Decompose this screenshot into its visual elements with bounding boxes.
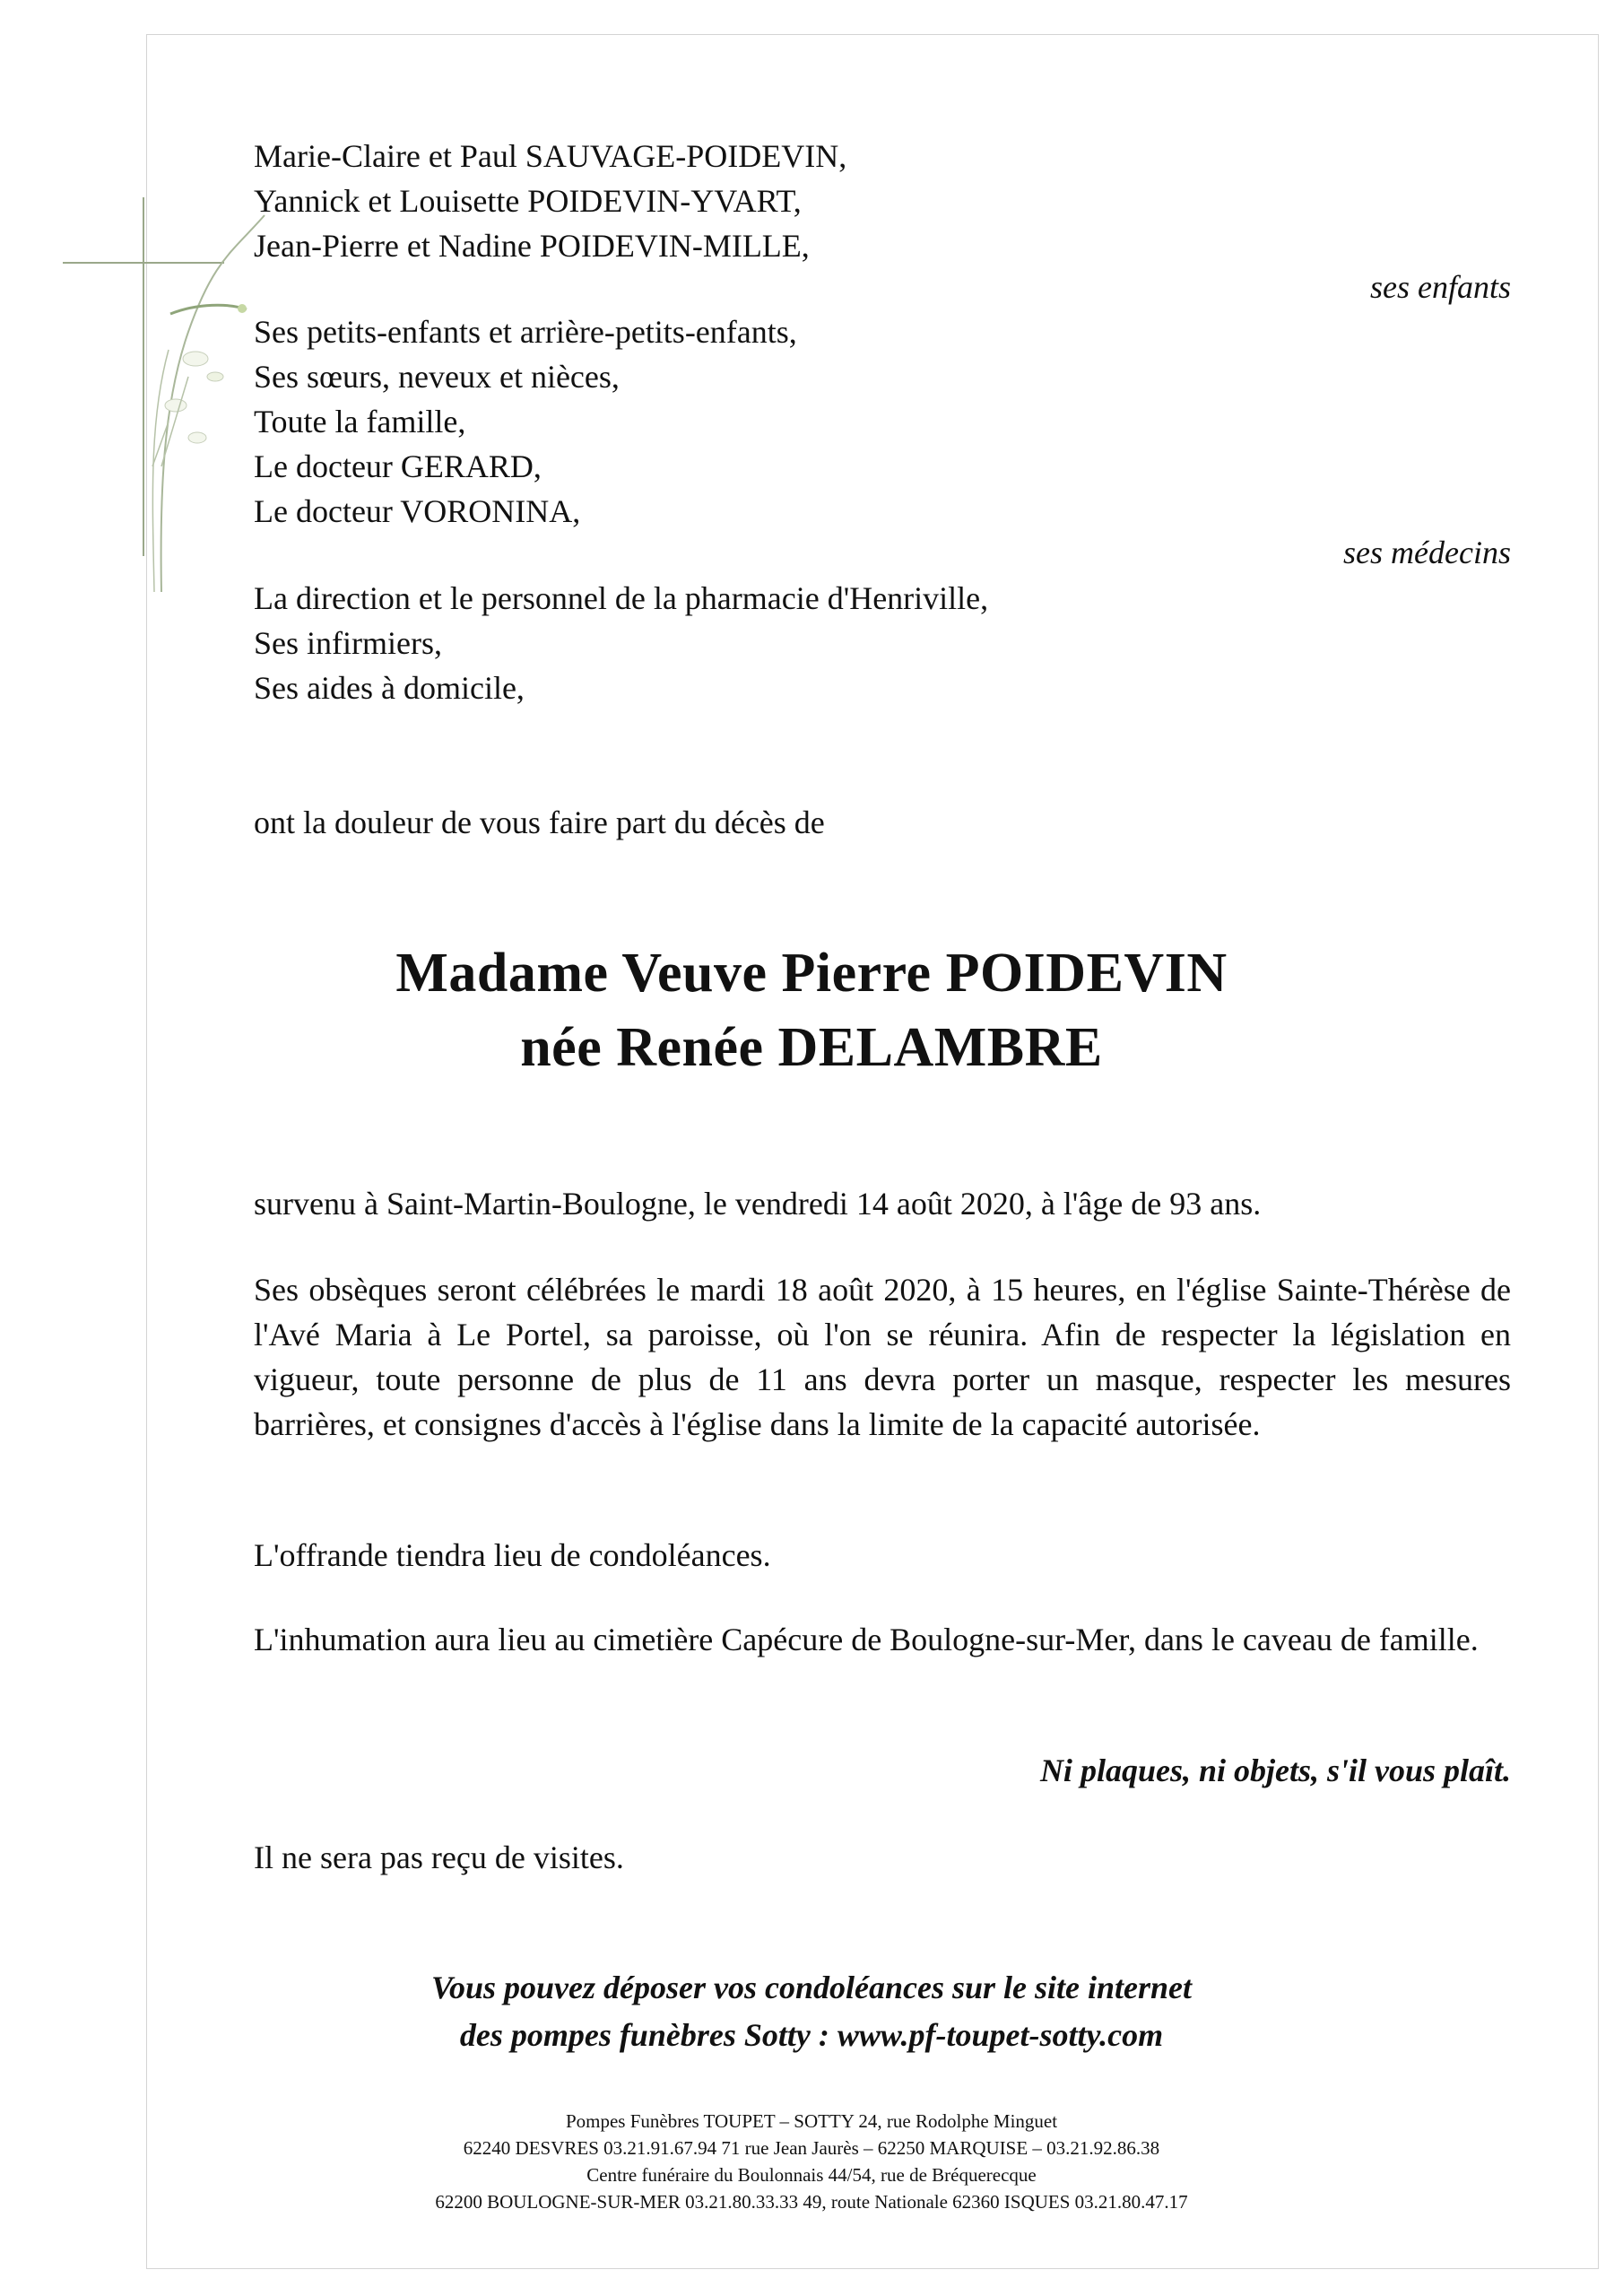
relative-line: Le docteur VORONINA, bbox=[254, 493, 581, 529]
deceased-name: Madame Veuve Pierre POIDEVIN bbox=[395, 943, 1228, 1004]
care-line: La direction et le personnel de la pharmacie d'Henriville, bbox=[254, 580, 989, 616]
footer-line: Centre funéraire du Boulonnais 44/54, rue de Bréquerecque bbox=[586, 2164, 1037, 2186]
relative-line: Ses sœurs, neveux et nièces, bbox=[254, 359, 620, 395]
footer-line: 62240 DESVRES 03.21.91.67.94 71 rue Jean Jaurès – 62250 MARQUISE – 03.21.92.86.38 bbox=[463, 2137, 1160, 2159]
children-label: ses enfants bbox=[1370, 269, 1511, 305]
relative-line: Le docteur GERARD, bbox=[254, 448, 542, 484]
death-notice: survenu à Saint-Martin-Boulogne, le vendredi 14 août 2020, à l'âge de 93 ans. bbox=[254, 1186, 1262, 1222]
footer-line: 62200 BOULOGNE-SUR-MER 03.21.80.33.33 49, route Nationale 62360 ISQUES 03.21.80.47.17 bbox=[435, 2191, 1188, 2213]
funeral-paragraph: Ses obsèques seront célébrées le mardi 18 août 2020, à 15 heures, en l'église Sainte-Thérèse de l'Avé Maria à Le Portel, sa paroisse, où l'on se réunira. Afin de respecter la législation en vigueur, toute personne de plus de 11 ans devra porter un masque, respecter les mesures barrières, et consignes d'accès à l'église dans la limite de la capacité autorisée. bbox=[254, 1272, 1511, 1442]
child-line: Jean-Pierre et Nadine POIDEVIN-MILLE, bbox=[254, 228, 810, 264]
condolences-line: des pompes funèbres Sotty : www.pf-toupet-sotty.com bbox=[459, 2017, 1164, 2053]
footer-line: Pompes Funèbres TOUPET – SOTTY 24, rue Rodolphe Minguet bbox=[565, 2110, 1058, 2132]
child-line: Marie-Claire et Paul SAUVAGE-POIDEVIN, bbox=[254, 138, 847, 174]
offering-text: L'offrande tiendra lieu de condoléances. bbox=[254, 1537, 771, 1573]
no-plaques-note: Ni plaques, ni objets, s'il vous plaît. bbox=[1039, 1752, 1511, 1788]
relative-line: Toute la famille, bbox=[254, 404, 466, 439]
doctors-label: ses médecins bbox=[1343, 535, 1511, 570]
intro-text: ont la douleur de vous faire part du décès de bbox=[254, 804, 825, 840]
no-visits-note: Il ne sera pas reçu de visites. bbox=[254, 1839, 624, 1875]
child-line: Yannick et Louisette POIDEVIN-YVART, bbox=[254, 183, 802, 219]
condolences-line: Vous pouvez déposer vos condoléances sur le site internet bbox=[430, 1970, 1192, 2005]
relative-line: Ses petits-enfants et arrière-petits-enfants, bbox=[254, 314, 797, 350]
care-line: Ses infirmiers, bbox=[254, 625, 442, 661]
burial-paragraph: L'inhumation aura lieu au cimetière Capécure de Boulogne-sur-Mer, dans le caveau de famille. bbox=[254, 1622, 1479, 1657]
cross-with-lily-icon bbox=[63, 197, 269, 592]
deceased-birth-name: née Renée DELAMBRE bbox=[520, 1017, 1103, 1078]
care-line: Ses aides à domicile, bbox=[254, 670, 525, 706]
